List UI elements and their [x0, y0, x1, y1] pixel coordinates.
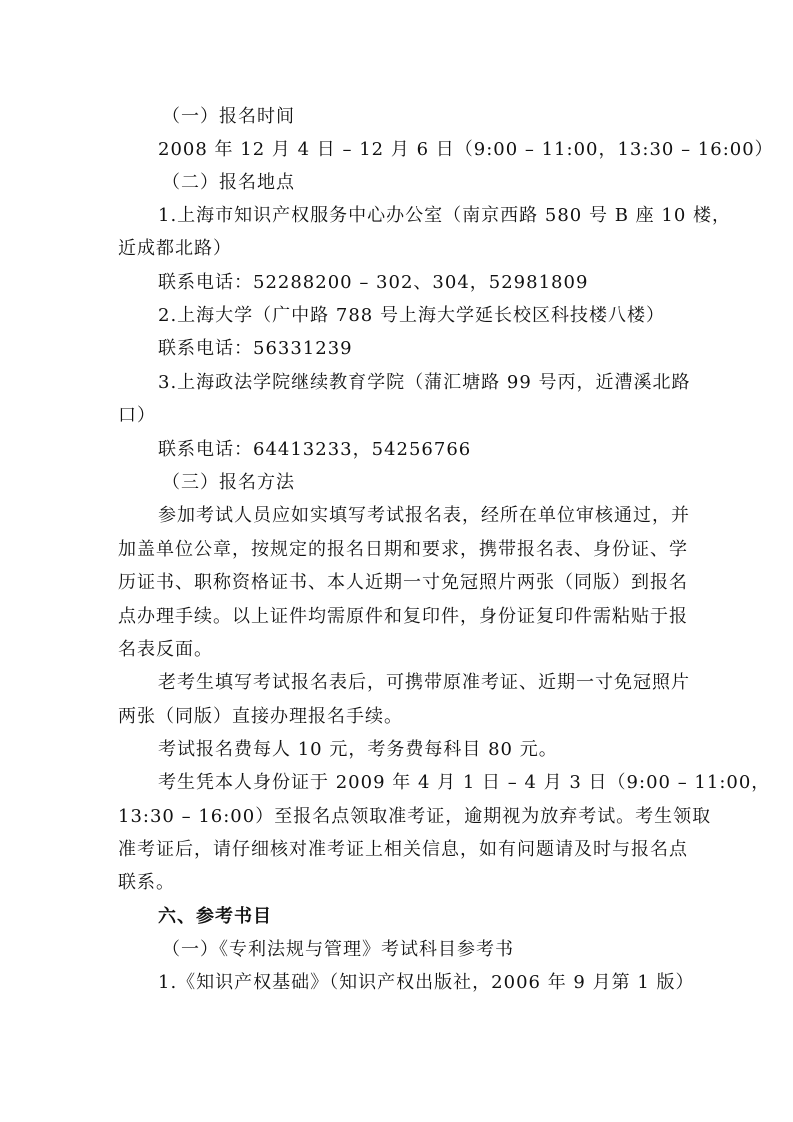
method-paragraph-line-3 [0, 566, 793, 599]
location-1 [0, 199, 793, 232]
section-heading-registration-time: （一）报名时间 [162, 106, 295, 127]
admission-ticket-line-1-text: 考生凭本人身份证于 2009 年 4 月 1 日 – 4 月 3 日（9:00 – 11:00， [158, 772, 771, 793]
method-paragraph-line-3-text: 历证书、职称资格证书、本人近期一寸免冠照片两张（同版）到报名 [118, 572, 688, 593]
admission-ticket-line-4: 联系。 [118, 872, 175, 893]
location-3-phone: 联系电话：64413233，54256766 [158, 439, 472, 460]
location-1-text: 1.上海市知识产权服务中心办公室（南京西路 580 号 B 座 10 楼， [158, 205, 731, 226]
admission-ticket-line-3 [0, 833, 793, 866]
admission-ticket-line-3-text: 准考证后，请仔细核对准考证上相关信息，如有问题请及时与报名点 [118, 839, 688, 860]
location-3-continued: 口） [118, 405, 156, 426]
returning-candidates-line-1 [0, 666, 793, 699]
admission-ticket-line-2 [0, 800, 793, 833]
location-2: 2.上海大学（广中路 788 号上海大学延长校区科技楼八楼） [158, 305, 665, 326]
admission-ticket-line-1 [0, 766, 793, 799]
section-heading-registration-location: （二）报名地点 [162, 172, 295, 193]
method-paragraph-line-1-text: 参加考试人员应如实填写考试报名表，经所在单位审核通过，并 [158, 505, 690, 526]
admission-ticket-line-2-text: 13:30 – 16:00）至报名点领取准考证，逾期视为放弃考试。考生领取 [118, 806, 712, 827]
section-heading-registration-method: （三）报名方法 [162, 472, 295, 493]
returning-candidates-line-2: 两张（同版）直接办理报名手续。 [118, 706, 403, 727]
method-paragraph-line-4 [0, 600, 793, 633]
fees-line: 考试报名费每人 10 元，考务费每科目 80 元。 [158, 739, 558, 760]
location-2-phone: 联系电话：56331239 [158, 338, 353, 359]
method-paragraph-line-1 [0, 499, 793, 532]
returning-candidates-line-1-text: 老考生填写考试报名表后，可携带原准考证、近期一寸免冠照片 [158, 672, 690, 693]
method-paragraph-line-2-text: 加盖单位公章，按规定的报名日期和要求，携带报名表、身份证、学 [118, 539, 688, 560]
location-1-phone: 联系电话：52288200 – 302、304，52981809 [158, 272, 589, 293]
method-paragraph-line-2 [0, 533, 793, 566]
location-3 [0, 366, 793, 399]
method-paragraph-line-4-text: 点办理手续。以上证件均需原件和复印件，身份证复印件需粘贴于报 [118, 606, 688, 627]
subsection-heading-patent-law: （一）《专利法规与管理》考试科目参考书 [162, 939, 514, 960]
registration-dates: 2008 年 12 月 4 日 – 12 月 6 日（9:00 – 11:00，13:30 – 16:00） [158, 139, 774, 160]
location-3-text: 3.上海政法学院继续教育学院（蒲汇塘路 99 号丙，近漕溪北路 [158, 372, 691, 393]
section-heading-reference-books: 六、参考书目 [158, 906, 272, 927]
reference-book-1: 1.《知识产权基础》（知识产权出版社，2006 年 9 月第 1 版） [158, 972, 695, 993]
location-1-continued: 近成都北路） [118, 238, 232, 259]
method-paragraph-line-5: 名表反面。 [118, 639, 213, 660]
